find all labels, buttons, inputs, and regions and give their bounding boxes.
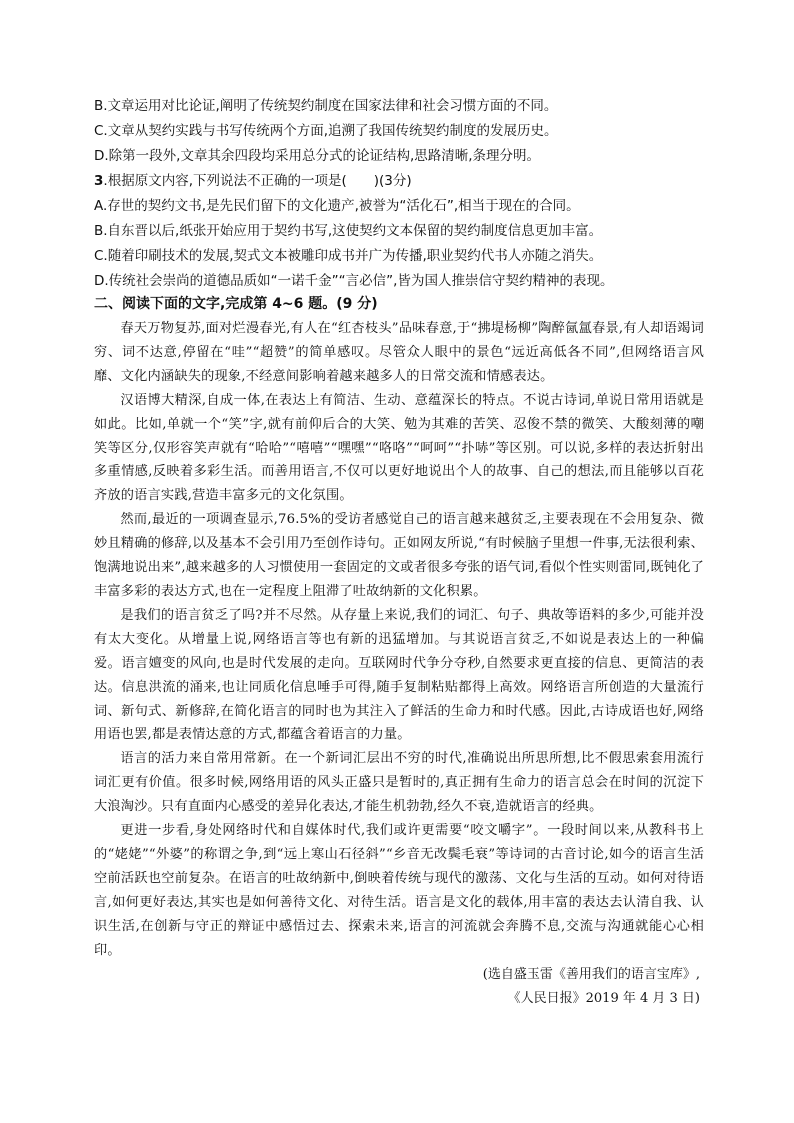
option-c-prev: C.文章从契约实践与书写传统两个方面,追溯了我国传统契约制度的发展历史。 <box>94 123 558 139</box>
passage-paragraph-3: 然而,最近的一项调查显示,76.5%的受访者感觉自己的语言越来越贫乏,主要表现在不会用复杂、微妙且精确的修辞,以及基本不会引用乃至创作诗句。正如网友所说,“有时候脑子里想一件事,无法很利索、饱满地说出来”,越来越多的人习惯使用一套固定的文或者很多夸张的语气词,看似个性实则雷同,既钝化了丰富多彩的表达方式,也在一定程度上阻滞了吐故纳新的文化积累。 <box>94 512 704 599</box>
passage-paragraph-1: 春天万物复苏,面对烂漫春光,有人在“红杏枝头”品味春意,于“拂堤杨柳”陶醉氤氲春景,有人却语竭词穷、词不达意,停留在“哇”“超赞”的简单感叹。尽管众人眼中的景色“远近高低各不同”,但网络语言风靡、文化内涵缺失的现象,不经意间影响着越来越多人的日常交流和情感表达。 <box>94 321 704 384</box>
source-citation-line-1: (选自盛玉雷《善用我们的语言宝库》, <box>482 967 700 982</box>
option-d-prev: D.除第一段外,文章其余四段均采用总分式的论证结构,思路清晰,条理分明。 <box>94 148 541 164</box>
question-3-option-b: B.自东晋以后,纸张开始应用于契约书写,这使契约文本保留的契约制度信息更加丰富。 <box>94 223 603 239</box>
reading-passage <box>94 317 704 962</box>
question-3-option-d: D.传统社会崇尚的道德品质如“一诺千金”“言必信”,皆为国人推崇信守契约精神的表现。 <box>94 273 614 289</box>
passage-paragraph-6: 更进一步看,身处网络时代和自媒体时代,我们或许更需要“咬文嚼字”。一段时间以来,从教科书上的“姥姥”“外婆”的称谓之争,到“远上寒山石径斜”“乡音无改鬓毛衰”等诗词的古音讨论,如今的语言生活空前活跃也空前复杂。在语言的吐故纳新中,倒映着传统与现代的激荡、文化与生活的互动。如何对待语言,如何更好表达,其实也是如何善待文化、对待生活。语言是文化的载体,用丰富的表达去认清自我、认识生活,在创新与守正的辩证中感悟过去、探索未来,语言的河流就会奔腾不息,交流与沟通就能心心相印。 <box>94 823 704 958</box>
question-3-option-c: C.随着印刷技术的发展,契式文本被雕印成书并广为传播,职业契约代书人亦随之消失。 <box>94 248 603 264</box>
question-3-stem <box>94 171 714 191</box>
passage-paragraph-4: 是我们的语言贫乏了吗?并不尽然。从存量上来说,我们的词汇、句子、典故等语料的多少,可能并没有太大变化。从增量上说,网络语言等也有新的迅猛增加。与其说语言贫乏,不如说是表达上的一种偏爱。语言嬗变的风向,也是时代发展的走向。互联网时代争分夺秒,自然要求更直接的信息、更简洁的表达。信息洪流的涌来,也让同质化信息唾手可得,随手复制粘贴都得上高效。网络语言所创造的大量流行词、新句式、新修辞,在简化语言的同时也为其注入了鲜活的生命力和时代感。因此,古诗成语也好,网络用语也罢,都是表情达意的方式,都蕴含着语言的力量。 <box>94 607 704 743</box>
source-citation-line-2: 《人民日报》2019 年 4 月 3 日) <box>507 991 700 1006</box>
question-3-number: 3 <box>94 173 104 189</box>
passage-paragraph-5: 语言的活力来自常用常新。在一个新词汇层出不穷的时代,准确说出所思所想,比不假思索套用流行词汇更有价值。很多时候,网络用语的风头正盛只是暂时的,真正拥有生命力的语言总会在时间的沉淀下大浪淘沙。只有直面内心感受的差异化表达,才能生机勃勃,经久不衰,造就语言的经典。 <box>94 751 704 815</box>
question-3-option-a: A.存世的契约文书,是先民们留下的文化遗产,被誉为“活化石”,相当于现在的合同。 <box>94 198 580 214</box>
passage-paragraph-2: 汉语博大精深,自成一体,在表达上有简洁、生动、意蕴深长的特点。不说古诗词,单说日常用语就是如此。比如,单就一个“笑”字,就有前仰后合的大笑、勉为其难的苦笑、忍俊不禁的微笑、大酸刻薄的嘲笑等区分,仅形容笑声就有“哈哈”“嘻嘻”“嘿嘿”“咯咯”“呵呵”“扑哧”等区别。可以说,多样的表达折射出多重情感,反映着多彩生活。而善用语言,不仅可以更好地说出个人的故事、自己的想法,而且能够以百花齐放的语言实践,营造丰富多元的文化氛围。 <box>94 392 704 504</box>
option-b-prev: B.文章运用对比论证,阐明了传统契约制度在国家法律和社会习惯方面的不同。 <box>94 98 558 114</box>
section-2-heading: 二、阅读下面的文字,完成第 4~6 题。(9 分) <box>94 296 378 312</box>
question-3-text: .根据原文内容,下列说法不正确的一项是( )(3分) <box>103 173 412 189</box>
